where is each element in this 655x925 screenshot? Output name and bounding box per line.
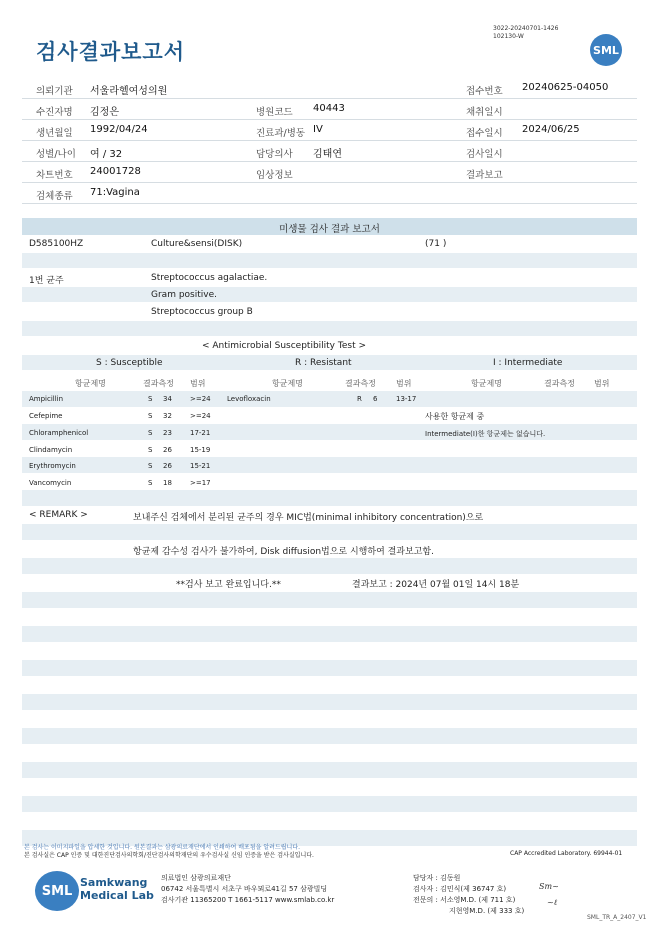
footer-notice: 본 검사실은 CAP 인증 및 대한진단검사의학회/진단검사의학재단의 우수검사실 신임 인증을 받은 검사실입니다. [24, 852, 314, 859]
info-row-4: 성별/나이 여 / 32 담당의사 김태연 검사일시 [22, 141, 637, 162]
organism-label: 1번 균주 [29, 276, 64, 286]
staff-info: 담당자 : 김동원 검사자 : 김민식(제 36747 호) 전문의 : 서소영M.D. (제 711 호) 지현영M.D. (제 333 호) [413, 874, 525, 915]
info-row-6: 검체종류 71:Vagina [22, 183, 637, 204]
info-row-3: 생년월일 1992/04/24 진료과/병동 IV 접수일시 2024/06/25 [22, 120, 637, 141]
col-range: 범위 [396, 379, 412, 388]
col-result: 결과측정 [143, 379, 174, 388]
organism-line: Streptococcus group B [151, 307, 253, 317]
specialist-signature: ~ℓ [547, 898, 558, 907]
col-result: 결과측정 [345, 379, 376, 388]
organism-line: Streptococcus agalactiae. [151, 273, 268, 283]
col-result: 결과측정 [544, 379, 575, 388]
doctor-value: 김태연 [313, 149, 342, 160]
dept-value: IV [313, 124, 323, 135]
report-complete: **검사 보고 완료입니다.** [176, 580, 281, 590]
micro-section-title: 미생물 검사 결과 보고서 [279, 224, 380, 235]
hospital-code: 40443 [313, 103, 345, 114]
sml-logo: SML [590, 34, 622, 66]
col-range: 범위 [190, 379, 206, 388]
receipt-no-value: 20240625-04050 [522, 82, 609, 93]
col-drug: 항균제명 [471, 379, 502, 388]
specimen-value: 71:Vagina [90, 187, 140, 198]
page-title: 검사결과보고서 [36, 40, 186, 64]
info-row-2: 수진자명 김정은 병원코드 40443 채취일시 [22, 99, 637, 120]
sex-age-value: 여 / 32 [90, 149, 123, 160]
test-name: Culture&sensi(DISK) [151, 239, 243, 249]
cap-accreditation: CAP Accredited Laboratory. 69944-01 [510, 850, 623, 857]
agency-value: 서울라헬여성의원 [90, 86, 168, 97]
col-drug: 항균제명 [272, 379, 303, 388]
form-code: SML_TR_A_2407_V1 [587, 914, 647, 921]
chart-no-value: 24001728 [90, 166, 141, 177]
remark-line: 보내주신 검체에서 분리된 균주의 경우 MIC법(minimal inhibitory concentration)으로 [133, 513, 484, 523]
info-row-1: 의뢰기관 서울라헬여성의원 접수번호 20240625-04050 [22, 78, 637, 99]
remark-label: < REMARK > [29, 510, 88, 520]
receipt-date-value: 2024/06/25 [522, 124, 580, 135]
legend-susceptible: S : Susceptible [96, 358, 163, 368]
org-info: 의료법인 삼광의료재단 06742 서울특별시 서초구 바우뫼로41길 57 삼광빌딩 검사기관 11365200 T 1661-5117 www.smlab.co.kr [161, 874, 335, 904]
sml-footer-logo: SML [35, 871, 79, 911]
document-id: 3022-20240701-1426 102130-W [493, 25, 559, 40]
note-line: 사용한 항균제 중 [425, 412, 485, 421]
info-row-5: 차트번호 24001728 임상정보 결과보고 [22, 162, 637, 183]
col-range: 범위 [594, 379, 610, 388]
test-number: (71 ) [425, 239, 447, 249]
dob-value: 1992/04/24 [90, 124, 148, 135]
ast-title: < Antimicrobial Susceptibility Test > [202, 341, 366, 351]
report-time: 결과보고 : 2024년 07월 01일 14시 18분 [352, 580, 520, 590]
patient-name: 김정은 [90, 107, 119, 118]
footer-notice: 본 검사는 이미지파일을 압세한 것입니다. 원본결과는 삼광의료재단에서 인쇄하여 배포됨을 알려드립니다. [24, 844, 301, 851]
legend-intermediate: I : Intermediate [493, 358, 563, 368]
organism-line: Gram positive. [151, 290, 217, 300]
remark-line: 항균제 감수성 검사가 불가하여, Disk diffusion법으로 시행하여 결과보고함. [133, 547, 434, 557]
col-drug: 항균제명 [75, 379, 106, 388]
note-line: Intermediate(I)한 항균제는 없습니다. [425, 430, 546, 438]
brand-name: Samkwang Medical Lab [80, 876, 154, 902]
legend-resistant: R : Resistant [295, 358, 352, 368]
test-code: D585100HZ [29, 239, 84, 249]
tester-signature: Sm~ [539, 882, 559, 891]
